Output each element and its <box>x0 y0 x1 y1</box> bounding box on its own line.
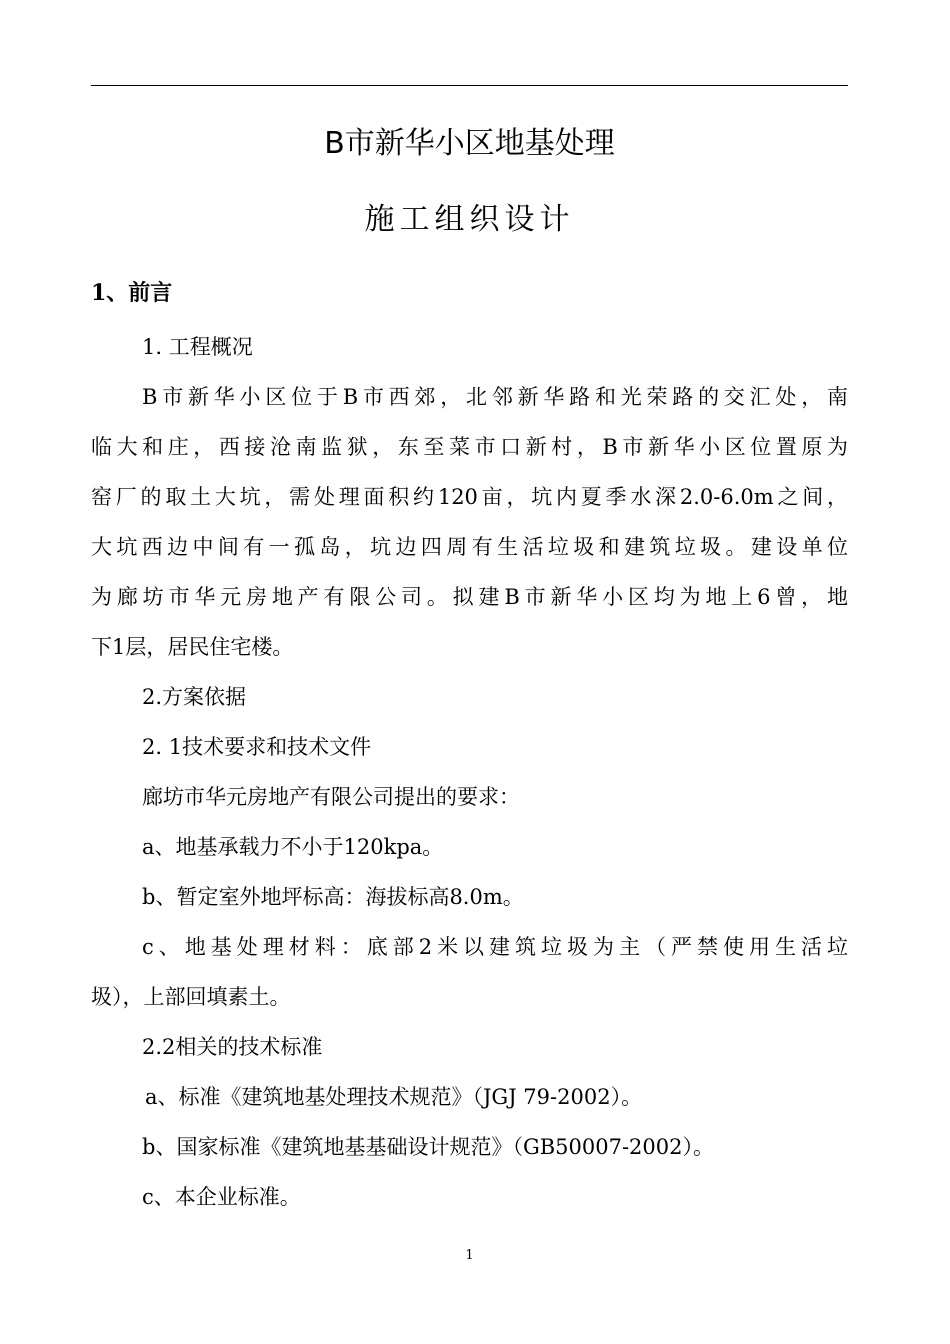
list-item: a、地基承载力不小于120kpa。 <box>142 835 444 859</box>
paragraph-line: 大坑西边中间有一孤岛，坑边四周有生活垃圾和建筑垃圾。建设单位 <box>91 535 848 559</box>
section-heading: 1、前言 <box>91 280 173 306</box>
paragraph-line: 窑厂的取土大坑，需处理面积约120亩，坑内夏季水深2.0-6.0m之间， <box>91 485 848 509</box>
paragraph-line: B市新华小区位于B市西郊，北邻新华路和光荣路的交汇处，南 <box>142 385 848 409</box>
list-item: c、本企业标准。 <box>142 1185 301 1209</box>
list-item: a、标准《建筑地基处理技术规范》（JGJ 79-2002）。 <box>145 1085 643 1109</box>
paragraph-line: 2.方案依据 <box>142 685 247 709</box>
paragraph-line: 为廊坊市华元房地产有限公司。拟建B市新华小区均为地上6曾，地 <box>91 585 848 609</box>
page-number: 1 <box>465 1248 474 1263</box>
paragraph-line: 1. 工程概况 <box>142 335 253 359</box>
paragraph-line: 临大和庄，西接沧南监狱，东至菜市口新村，B市新华小区位置原为 <box>91 435 848 459</box>
paragraph-line: 廊坊市华元房地产有限公司提出的要求： <box>142 785 520 809</box>
paragraph-line: 下1层，居民住宅楼。 <box>91 635 294 659</box>
list-item: b、暂定室外地坪标高：海拔标高8.0m。 <box>142 885 524 909</box>
paragraph-line: 2. 1技术要求和技术文件 <box>142 735 372 759</box>
list-item: c、地基处理材料：底部2米以建筑垃圾为主（严禁使用生活垃 <box>142 935 848 959</box>
paragraph-line: 2.2相关的技术标准 <box>142 1035 323 1059</box>
body-text <box>91 322 848 1222</box>
document-title-line-2: 施工组织设计 <box>364 202 575 237</box>
list-item: b、国家标准《建筑地基基础设计规范》（GB50007-2002）。 <box>142 1135 714 1159</box>
document-title-line-1: B市新华小区地基处理 <box>324 126 615 161</box>
paragraph-line: 圾），上部回填素土。 <box>91 985 291 1009</box>
header-rule <box>91 85 848 86</box>
